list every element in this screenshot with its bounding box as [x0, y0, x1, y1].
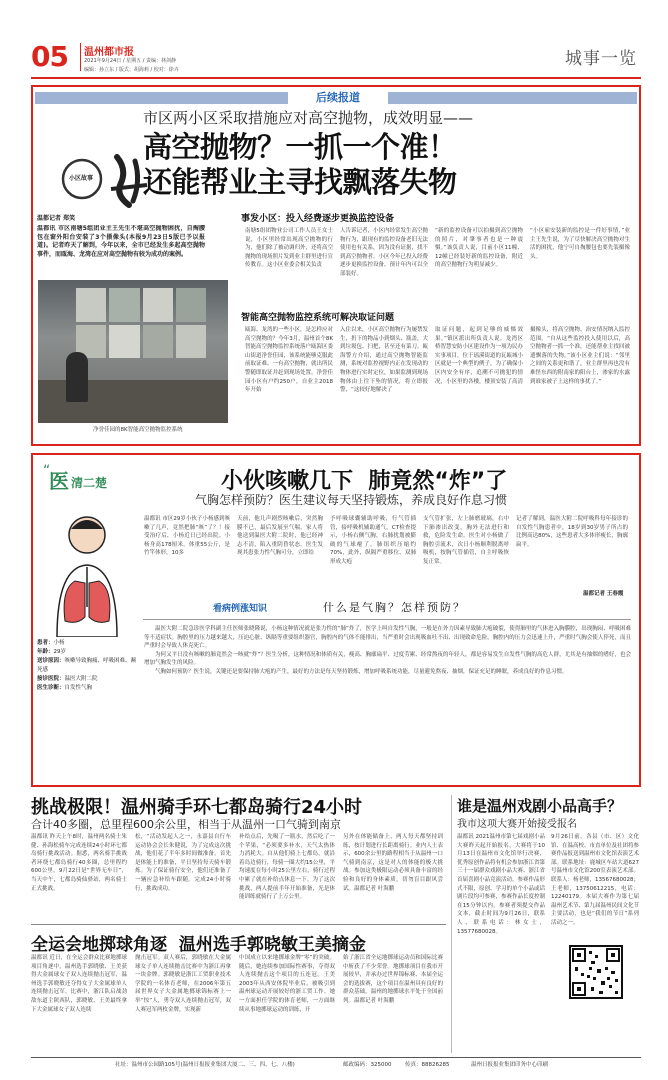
- page-header: [0, 0, 668, 78]
- monitor-wall: [76, 288, 206, 358]
- column-divider: [451, 795, 452, 1053]
- story4-col: 9月26日前，各县（市、区）文化馆、在温高校、市直单位及社团将参赛作品报送到温州市文化馆表演艺术部。联系地址：鹿城区车站大道627号温州市文化馆200室表演艺术部。联系人：杨老师，13567680028；王老师，13750612215，电话：12240179。本届大赛作为第七届温州艺术节、第九届温州民间文化节主要活动，也是“我们的节日”系列活动之一。: [551, 834, 639, 926]
- patient-key: 接诊医院：: [37, 676, 65, 682]
- section-title: 城事一览: [565, 49, 637, 69]
- person-figure: [66, 352, 88, 402]
- knowledge-text: [144, 625, 631, 775]
- story3-col: 补给点后，先喝了一瓶水，然后吃了一个苹果，“必须要多补水，天气太热体力消耗大。自从他们骑上七都岛，就沿着岛边骑行，每骑一圈大约15公里，平均速度在每小时25公里左右，骑行过程中累了就在补给点休息一下。为了这次挑战，两人提前半年开始准备，光是体能训练就骑行了上万公里。: [239, 834, 335, 901]
- footer-address: 社址：温州市公园路105号(温州日报报业集团大厦二、三、四、七、八楼): [115, 1062, 295, 1068]
- patient-value: 29岁: [53, 649, 67, 655]
- qr-code[interactable]: [569, 945, 623, 999]
- patient-key: 患者：: [37, 640, 54, 646]
- story5-col: 始了浙江省全运地掷球运动员和国际比赛中斩获了不少荣誉。地掷球项目在我市开展较早，并承办过世界锦标赛、本届全运会的选拔赛，这个项目在温州具有良好的群众基础。温州的地掷球水平处于全国前列。温都记者 叶海鹏: [343, 955, 443, 1004]
- monitor-screen: [176, 325, 206, 359]
- section1-col: 南塘5组团物业公司工作人员王女士说，小区里经常出现高空抛物的行为，他们除了被动调归外，还将高空抛物的现场照片发到业主群里进行宣传教育。这小区业委会相关负责: [245, 228, 333, 269]
- story5-col: 温都讯 近日，在全运会群众比赛地掷球项目角逐中，温州选手郭晓敏、王美获得大金属球女子双人连续抛击冠军，温州选手郭晓敏还夺得女子大金属球单人连续抛击冠军。比赛中，浙江队启战劲敌东道主陕西队，郭晓敏、王美最终拿下大金属球女子双人连续: [31, 955, 127, 1013]
- story1-kicker: 后续报道: [288, 89, 388, 107]
- story1-subtitle: 市区两小区采取措施应对高空抛物，成效明显——: [143, 109, 474, 127]
- story2-subtitle: 气胸怎样预防？医生建议每天坚持锻炼，养成良好作息习惯: [195, 493, 508, 507]
- story5-headline: 全运会地掷球角逐 温州选手郭晓敏王美摘金: [31, 935, 366, 955]
- yiqingerchu-logo: [43, 465, 113, 501]
- monitor-screen: [176, 288, 206, 322]
- knowledge-paragraph: 温医大附二院急诊医学科副主任医师张晓隆说，小杨这种情况就是张力性的“肺”炸了，医学上叫自发性气胸，一般是在外力因素导致肺大疱破裂，使得肺里的气体进入胸膜腔，出现胸闷、呼吸困难等不适症状。胸腔里的压力越来越大，压迫心脏、纵隔等重要组织器官，胸腔内的气体不能排出，当严重时会出现吸血吐不出、出现致命危险，胸腔内的压力会迅速上升，严重时气胸会使人猝死，而且严重时会导致人休克死亡。: [144, 626, 631, 650]
- story3: [31, 793, 446, 913]
- patient-key: 医生诊断：: [37, 685, 65, 691]
- patient-value: 自发性气胸: [64, 685, 93, 691]
- section-title-wrap: [213, 599, 631, 617]
- story4-headline: 谁是温州戏剧小品高手？: [457, 797, 623, 815]
- story2-col: 予呼吸球囊辅助呼吸，行气管插管，接呼吸机辅助通气。CT检查提示，小杨右侧气胸，右肺扰划被膨破的气球瘪了。肺组织压缩约70%，此外，纵隔严重移位、双肺形成大疱: [330, 516, 416, 565]
- story1-lead: 温都讯 市区南塘5组团业主王先生不堪高空抛物困扰，自掏腰包在窗外阳台安装了3个摄像头(本报9月23日5版已予以报道)。记者昨天了解到，今年以来，全市已经发生多起高空抛物事件，而瓯海、龙湾在应对高空抛物有较为成功的案例。: [37, 225, 205, 258]
- knowledge-paragraph: 气胸如何预防？医生说，关键还是要保持肺大疱的产生，最好的方法是每天坚持锻炼，增加呼吸系统功能，尽量避免熬夜、抽烟，保证充足的睡眠，养成良好的作息习惯。: [155, 668, 568, 675]
- patient-value: 温医大附二院: [64, 676, 98, 682]
- date-line: 2021年9月24日 / 星期五 / 责编：林剑静: [84, 58, 176, 64]
- story5-col: 中国成立以来地掷球金牌“零”的突破。随后，她连续参加国际性赛事，夺得双人连续抛击这个项目的五连冠。王美2003年从西安体院毕业后，被吸引到温州球运动开展较好的浙工贸工作。她一方面担任学院的体育老师，一方面继续从事地掷球运动的训练，开: [239, 955, 335, 1013]
- story3-headline: 挑战极限！温州骑手环七都岛骑行24小时: [31, 797, 363, 818]
- monitor-screen: [109, 288, 139, 322]
- knowledge-title: 看病例涨知识: [213, 604, 268, 614]
- story4-col: 温都讯 2021温州市第七届戏剧小品大赛昨天起开始报名，大赛将于10月13日在温州市文化馆举行决赛，优秀原创作品将有机会参加浙江省第三十一届群众戏剧小品大赛、浙江省首届喜剧小品竞演活动。参赛作品形式不限，原创、学习的单个小品或话剧片段均可参赛，参赛作品长度控制在15分钟以内。参赛者须提交作品文本，截止时间为9月26日，联系人、联系电话：林女士，13577680028。: [457, 834, 545, 935]
- footer-phone: 传真：88826285: [405, 1062, 450, 1068]
- section2-col: 瓯海、龙湾的一些小区，是怎样应对高空抛物的？今年3月，温州首个8K智能高空抛物监控系统落户瓯海区娄山街道净誉佳园，该系统能够克服此前取证难、一有高空抛物，就出所民警随即取证并赶到现场处置。净誉佳园小区有户约250户，自业主2018年开始: [245, 327, 333, 394]
- story3-subtitle: 合计40多圈，总里程600余公里，相当于从温州一口气骑到南京: [31, 818, 341, 831]
- section2-col: 摄像头，将高空抛物、治安情况纳入监控范围。“自从这些监控投入使用以后，高空抛物者一抓一个准，还能帮业主找回被遗飘落的失物。”该小区业主们说：“邻里之间的关系更和谐了，业主群里再也没有难怪东西的附南家的阳台上，渗家的水露到谁家被子上这样的事扰了。”: [530, 327, 630, 385]
- story-divider: [31, 924, 446, 925]
- patient-value: 小杨: [53, 640, 65, 646]
- story5-col: 抛击冠军。双人赛后，郭晓敏在大金属球女子单人连续抛击比赛中为浙江再拿一块金牌。郭晓敏是浙江工贸职业技术学院的一名体育老师，在2006年第五届世界女子大金属地掷球锦标赛上一举“惊”人，勇夺双人连续抛击冠军，双人赛冠军两枚金牌，实现新: [135, 955, 231, 1013]
- monitor-screen: [109, 325, 139, 359]
- logo-quote-mark: “: [43, 463, 51, 479]
- section1-title: 事发小区：投入经费逐步更换监控设备: [241, 214, 395, 224]
- section2-title: 智能高空抛物监控系统可解决取证问题: [241, 313, 395, 323]
- qr-pattern: [571, 947, 621, 997]
- paper-name: 温州都市报: [84, 47, 134, 58]
- page-footer: [31, 1060, 641, 1072]
- story1-headline-2: 还能帮业主寻找飘落失物: [143, 165, 457, 199]
- footer-postcode: 邮政编码：325000: [343, 1062, 392, 1068]
- logo-main: 医: [49, 469, 69, 493]
- story1-headline-1: 高空抛物？一抓一个准！: [143, 130, 457, 164]
- story2-headline: 小伙咳嗽几下 肺竟然“炸”了: [221, 469, 508, 494]
- section1-col: “新的监控设备可以拍摄到高空抛物的照片，对肇事者也是一种震慑。”该负责人说，目前小区11幢、12幢已经装好新的监控设备，附近的高空抛物行为明显减少。: [435, 228, 523, 269]
- section1-col: 人告诉记者，小区内经常发生高空抛物行为，跟现有的监控设备老旧无法使用也有关系，因为没有证据，找不到高空抛物者。小区今年已投入经费逐步更换监控设备，预计年内可以全部装好。: [340, 228, 428, 277]
- story2-byline: 温都记者 王春霞: [583, 591, 624, 597]
- header-divider: [80, 43, 81, 71]
- logo-text: 小区故事: [69, 175, 94, 182]
- patient-key: 送诊原因：: [37, 658, 65, 664]
- story2-col: 支气管扩张，左上肺磨玻璃，右中下肺渗出改变，胸外无法进行和救，危险发生命。医生对小杨做了胸腔引流术，次日小杨顺利脱离呼吸机，按胸气管插管，自主呼吸恢复正常。: [423, 516, 509, 565]
- lung-illustration: [37, 507, 137, 637]
- knowledge-question: 什么是气胸？怎样预防？: [323, 601, 466, 614]
- section1-col: “小区雇安装新的监控是一件好事情，”业主王先生说，为了尽快解决高空抛物对生活的困扰，他宁可自掏腰包也要先装摄像头。: [530, 228, 630, 260]
- knowledge-paragraph: 为何又平日没有咳嗽的肺竟然会一咳就“炸”？医生分析，这种情况和体质有关，瘦高、胸廓扁平、过度劳累、经常熬夜的年轻人，都是容易发生自发性气胸的高危人群，尤其是有抽烟的嗜好，也会增加气胸发生的风险。: [144, 651, 631, 667]
- story1-byline: 温都记者 郑笑: [37, 215, 76, 222]
- patient-value: 咳嗽导致胸痛、呼吸困难、濒死感: [37, 658, 137, 673]
- monitor-screen: [76, 288, 106, 322]
- knowledge-rule: [143, 619, 631, 620]
- editor-line: 编辑：孙立东 / 版式：胡海莉 / 校对：徐卉: [84, 67, 179, 73]
- patient-row: [37, 657, 137, 675]
- story3-col: 温都讯 昨天上午8时，温州两名骑士朱健、孙海松骑车完成连续24小时环七都岛骑行挑战活动。据悉，两名骑手挑战者环绕七都岛骑行40多圈，总里程约600公里。9月22日是“世界无车日”，当天中午，七都岛骑仙驿站，两名骑士正式挑战。: [31, 834, 127, 892]
- story2-box: [31, 453, 641, 787]
- footer-rule: [31, 1057, 641, 1058]
- story3-col: 松，“活动发起人之一，永嘉县自行车运动协会会长朱健说，为了完成这次挑战，他们花了半年多时间做准备。首先是体能上的准备，平日坚持每天骑车锻炼。为了保证骑行安全，他们还准备了一辆应急补给车跟随。完成24小时骑行，挑战成功。: [135, 834, 231, 892]
- patient-illustration: [37, 507, 137, 637]
- story4: [457, 795, 641, 1053]
- story2-col: 温都讯 市区29岁小伙子小杨感到咳嗽了几声，竟然把肺“咳”了？！接受治疗后，小杨近日已经出院。小杨身高178厘米，体重55公斤，是竹竿体形，10多: [144, 516, 230, 557]
- header-rule: [31, 77, 641, 79]
- footer-printer: 温州日报报业集团印务中心印刷: [471, 1062, 549, 1068]
- story5: [31, 930, 446, 1054]
- story4-subtitle: 我市这项大赛开始接受报名: [457, 819, 577, 830]
- story2-col: 记者了解到，温医大附二院呼吸科每年接诊的自发性气胸患者中，18岁到30岁男子所占的比例高达80%，这些患者大多体形瘦长，胸廓扁平。: [516, 516, 628, 548]
- story2-col: 天前，他几声剧烈咳嗽后，突然胸膜不已，最后发展至气喘。家人将他送到温医大附二院时，他已经神志不清，陷入重阴昏状态。医生发现其患张力性气胸可分，立即给: [237, 516, 323, 557]
- patient-key: 年龄：: [37, 649, 54, 655]
- logo-sub: 清二楚: [71, 476, 108, 490]
- patient-row: [37, 684, 137, 693]
- section2-col: 入住以来，小区高空抛物行为屡禁发生，扔下的物品小到烟头、瓶盖，大到垃圾包、扫把，甚至还有菜刀。瓯海警方介绍，通过高空抛物智能监测，系统对监控视野内正在发现动的物体进行实时定位，如果监测到现场物体由上往下坠的情况，将立即报警，“这较好地解决了: [340, 327, 428, 394]
- monitor-screen: [143, 288, 173, 322]
- photo-caption: 净誉佳园的8K智能高空抛物监控系统: [93, 427, 183, 433]
- section2-col: 取证问题，起到足够的威慑效果。”镇区派出所负责人说。龙湾区桥智慧安防小区建设作为一项为民办实事项目，位于瑶溪街道的瓦瓯城小区就是一个典型的例子。为了确保小区内安全有序，追溯不可抛犯的情况，小区里的各楼，楼顶安装了高清: [435, 327, 523, 385]
- patient-row: [37, 639, 137, 648]
- surveillance-photo: [38, 280, 228, 423]
- patient-row: [37, 675, 137, 684]
- patient-row: [37, 648, 137, 657]
- story3-col: 另外在体能储备上，两人每天都坚持训练，按计划进行长距离骑行。业内人士表示，600余公里的路程相当于从温州一口气骑到南京，这是对人的体能的极大挑战。参加这类极限运动必须具备丰富的经验和良好的身体素质，切勿盲目跟风尝试。温都记者 叶海鹏: [343, 834, 443, 892]
- patient-info: [37, 639, 137, 693]
- story1-box: [31, 85, 641, 446]
- page-number: 05: [31, 40, 68, 73]
- monitor-screen: [143, 325, 173, 359]
